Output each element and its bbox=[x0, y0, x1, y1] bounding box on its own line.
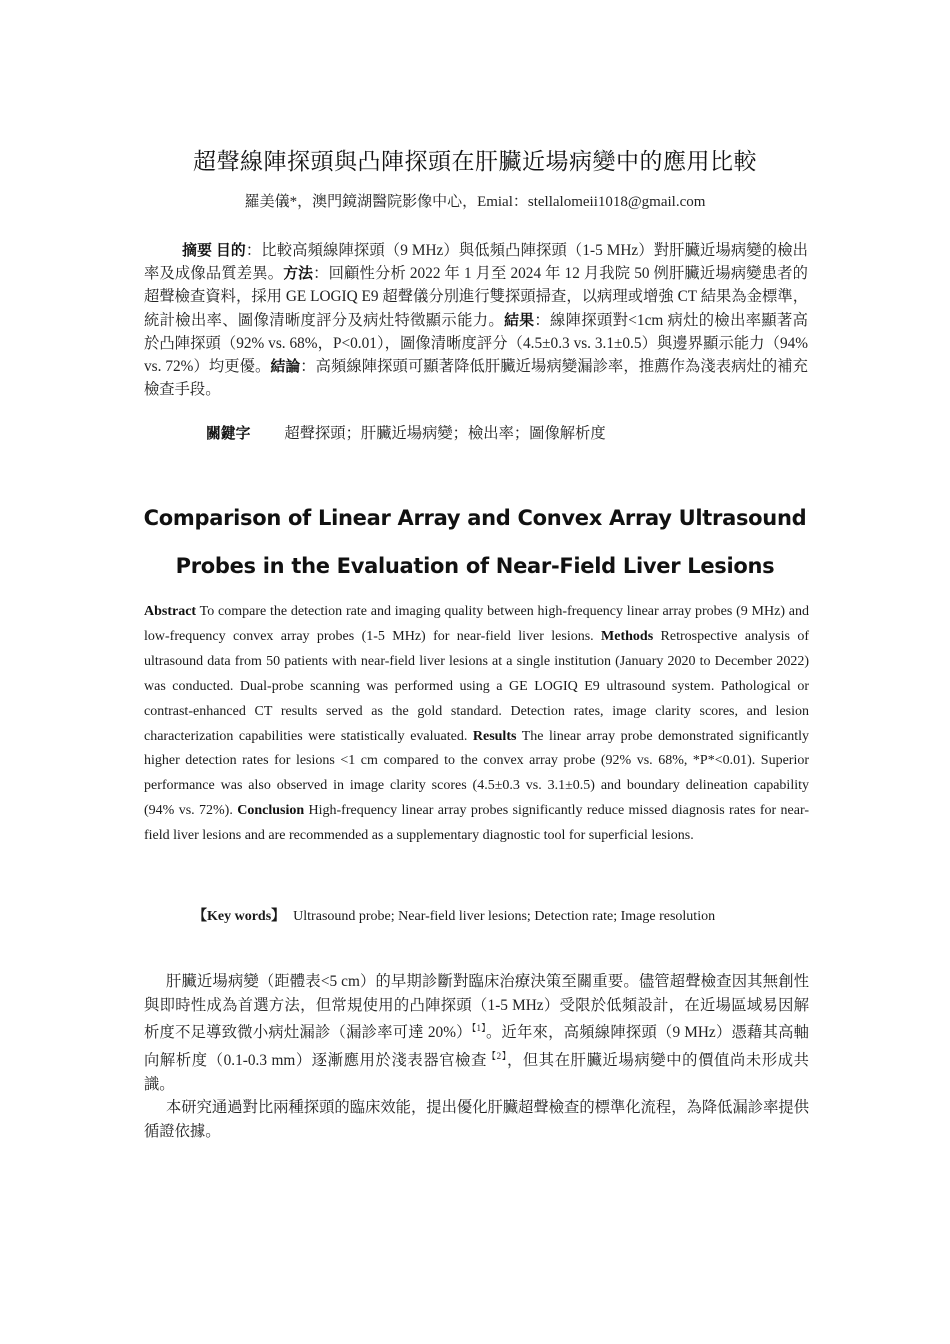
paragraph-1-part-c: ，但其在肝臟近場病變中的價值尚未形成共識。 bbox=[144, 1051, 809, 1093]
paragraph-1-part-b: 。近年來，高頻線陣探頭（9 MHz）憑藉其高軸向解析度（0.1-0.3 mm）逐漸應用於淺表器官檢查 bbox=[144, 1024, 809, 1069]
paragraph-1 bbox=[144, 970, 809, 1096]
english-abstract bbox=[144, 600, 809, 849]
introduction-body bbox=[144, 970, 809, 1143]
english-title-line-1: Comparison of Linear Array and Convex Array Ultrasound bbox=[143, 506, 807, 530]
methods-text: ：回顧性分析 2022 年 1 月至 2024 年 12 月我院 50 例肝臟近場病變患者的超聲檢查資料，採用 GE LOGIQ E9 超聲儀分別進行雙探頭掃查，以病理或增強 CT 結果為金標準，統計檢出率、圖像清晰度評分及病灶特徵顯示能力。 bbox=[144, 265, 808, 329]
chinese-title: 超聲線陣探頭與凸陣探頭在肝臟近場病變中的應用比較 bbox=[193, 149, 757, 175]
results-text: ：線陣探頭對<1cm 病灶的檢出率顯著高於凸陣探頭（92% vs. 68%，P<0.01），圖像清晰度評分（4.5±0.3 vs. 3.1±0.5）與邊界顯示能力（94% vs. 72%）均更優。 bbox=[144, 311, 808, 376]
conclusion-text-en: High-frequency linear array probes significantly reduce missed diagnosis rates for near-field liver lesions and are recommended as a supplementary diagnostic tool for superficial lesions. bbox=[144, 803, 809, 844]
label-objective: 目的 bbox=[215, 242, 246, 259]
methods-text-en: Retrospective analysis of ultrasound data from 50 patients with near-field liver lesions at a single institution (January 2020 to December 2022) was conducted. Dual-probe scanning was performed using a GE LOGIQ E9 ultrasound system. Pathological or contrast-enhanced CT results served as the gold standard. Detection rates, image clarity scores, and lesion characterization capabilities were statistically evaluated. bbox=[144, 628, 809, 744]
label-conclusion: 結論 bbox=[270, 358, 301, 376]
paragraph-1-part-a: 肝臟近場病變（距體表<5 cm）的早期診斷對臨床治療決策至關重要。儘管超聲檢查因其無創性與即時性成為首選方法，但常規使用的凸陣探頭（1-5 MHz）受限於低頻設計，在近場區域易因解析度不足導致微小病灶漏診（漏診率可達 20%） bbox=[144, 973, 809, 1042]
label-conclusion-en: Conclusion bbox=[237, 803, 305, 819]
keywords-label-en: 【Key words】 bbox=[193, 909, 286, 924]
keywords-text: 超聲探頭；肝臟近場病變；檢出率；圖像解析度 bbox=[284, 425, 606, 442]
keywords-text-en: Ultrasound probe; Near-field liver lesions; Detection rate; Image resolution bbox=[293, 909, 716, 924]
citation-1: 【1】 bbox=[471, 1023, 486, 1034]
label-results-en: Results bbox=[472, 728, 517, 744]
label-results: 結果 bbox=[504, 311, 535, 329]
label-methods: 方法 bbox=[283, 265, 314, 283]
label-abstract-en: Abstract bbox=[144, 604, 197, 619]
results-text-en: The linear array probe demonstrated significantly higher detection rates for lesions <1 cm compared to the convex array probe (92% vs. 68%, *P*<0.01). Superior performance was also observed in image clarity scores (4.5±0.3 vs. 3.1±0.5) and boundary delineation capability (94% vs. 72%). bbox=[144, 728, 810, 819]
conclusion-text: ：高頻線陣探頭可顯著降低肝臟近場病變漏診率，推薦作為淺表病灶的補充檢查手段。 bbox=[144, 358, 808, 399]
author-affiliation: 羅美儀*，澳門鏡湖醫院影像中心，Emial：stellalomeii1018@gmail.com bbox=[244, 194, 706, 210]
keywords-label: 關鍵字 bbox=[206, 425, 251, 442]
objective-text: ：比較高頻線陣探頭（9 MHz）與低頻凸陣探頭（1-5 MHz）對肝臟近場病變的檢出率及成像品質差異。 bbox=[144, 242, 808, 283]
chinese-keywords bbox=[206, 421, 606, 443]
english-title-line-2: Probes in the Evaluation of Near-Field Liver Lesions bbox=[175, 554, 775, 578]
label-abstract: 摘要 bbox=[182, 242, 213, 259]
abstract-text-en: To compare the detection rate and imaging quality between high-frequency linear array probes (9 MHz) and low-frequency convex array probes (1-5 MHz) for near-field liver lesions. bbox=[144, 604, 809, 644]
english-keywords bbox=[193, 905, 715, 925]
label-methods-en: Methods bbox=[601, 628, 654, 644]
citation-2: 【2】 bbox=[487, 1050, 507, 1061]
chinese-abstract bbox=[144, 239, 808, 401]
paragraph-2: 本研究通過對比兩種探頭的臨床效能，提出優化肝臟超聲檢查的標準化流程，為降低漏診率提供循證依據。 bbox=[144, 1099, 809, 1140]
